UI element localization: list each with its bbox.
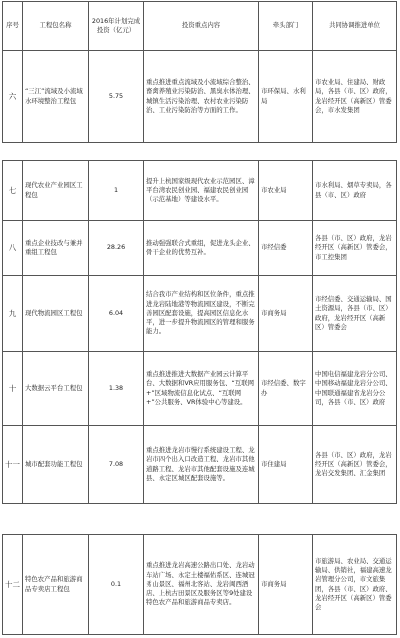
row-content: 重点推进推进大数据产业园云计算平台、大数据和VR应用服务包、“互联网+”区域物流信息化试点、“互联网+”公共服务、VR体验中心等建设。 (144, 352, 259, 426)
row-content: 结合我市产业结构和区位条件，重点推进龙岩陆地港等物流园区建设，不断完善园区配套设施，提高园区信息化水平，进一步提升物流园区的管理和服务能力。 (144, 276, 259, 352)
row-lead: 市商务局 (259, 276, 313, 352)
header-coop: 共同协调推进单位 (313, 2, 397, 51)
header-content: 投资重点内容 (144, 2, 259, 51)
table-row (3, 535, 397, 635)
header-no: 序号 (3, 2, 23, 51)
header-name: 工程包名称 (23, 2, 89, 51)
row-name: “三江”流域及小流域水环境整治工程包 (23, 51, 89, 143)
row-lead: 市环保局、水利局 (259, 51, 313, 143)
table-row (3, 276, 397, 352)
row-content: 推动强强联合式重组，促进龙头企业、骨干企业的优势互补。 (144, 221, 259, 276)
row-name: 城市配套功能工程包 (23, 426, 89, 504)
row-content: 提升上杭国家级现代农业示范园区、漳平台湾农民创业园、福建农民创业园（示范基地）等建设水平。 (144, 161, 259, 221)
row-lead: 市经信委、数字办 (259, 352, 313, 426)
row-no: 七 (3, 161, 23, 221)
row-invest: 6.04 (89, 276, 144, 352)
project-table-page-3 (2, 534, 397, 635)
table-row (3, 352, 397, 426)
row-invest: 28.26 (89, 221, 144, 276)
row-coop: 市农业局、住建局、财政局，各县（市、区）政府，龙岩经开区（高新区）管委会，市水发集团 (313, 51, 397, 143)
header-row (3, 2, 397, 51)
row-lead: 市农业局 (259, 161, 313, 221)
row-coop: 各县（市、区）政府，龙岩经开区（高新区）管委会，龙岩交发集团、汇金集团 (313, 426, 397, 504)
row-name: 现代农业产业园区工程包 (23, 161, 89, 221)
row-lead: 市商务局 (259, 535, 313, 635)
row-invest: 1.38 (89, 352, 144, 426)
row-name: 特色农产品和旅游商品专卖店工程包 (23, 535, 89, 635)
row-lead: 市经信委 (259, 221, 313, 276)
row-no: 八 (3, 221, 23, 276)
row-lead: 市住建局 (259, 426, 313, 504)
table-row (3, 426, 397, 504)
row-no: 十一 (3, 426, 23, 504)
header-invest: 2016年计划完成投资（亿元） (89, 2, 144, 51)
table-row (3, 221, 397, 276)
row-coop: 市水利局、烟草专卖局，各县（市、区）政府 (313, 161, 397, 221)
row-no: 六 (3, 51, 23, 143)
row-invest: 5.75 (89, 51, 144, 143)
table-row (3, 51, 397, 143)
project-table-continued (2, 160, 397, 504)
row-coop: 市旅游局、农业局、交通运输局、供销社，福建高速龙岩管理分公司，市文旅集团，各县（市、区）政府、龙岩经开区（高新区）管委会 (313, 535, 397, 635)
row-no: 十 (3, 352, 23, 426)
row-name: 现代物流园区工程包 (23, 276, 89, 352)
row-content: 重点推进龙岩市慢行系统建设工程、龙岩市四个出入口改造工程、龙岩市其他道路工程、龙岩市其他配套设施及连城县、永定区城区配套设施等。 (144, 426, 259, 504)
row-coop: 各县（市、区）政府，龙岩经开区（高新区）管委会，市工控集团 (313, 221, 397, 276)
project-table (2, 1, 397, 143)
row-name: 大数据云平台工程包 (23, 352, 89, 426)
row-no: 十二 (3, 535, 23, 635)
row-invest: 7.08 (89, 426, 144, 504)
table-row (3, 161, 397, 221)
row-invest: 0.1 (89, 535, 144, 635)
row-name: 重点企业技改与兼并重组工程包 (23, 221, 89, 276)
row-no: 九 (3, 276, 23, 352)
row-coop: 中国电信福建龙岩分公司、中国移动福建龙岩分公司、中国联通福建省龙岩分公司，各县（市、区）政府 (313, 352, 397, 426)
row-content: 重点推进重点流域及小流域综合整治、畜禽养殖业污染防治、黑臭水体治理、城镇生活污染治理、农村农业污染防治、工业污染防治等方面的工作。 (144, 51, 259, 143)
row-invest: 1 (89, 161, 144, 221)
row-coop: 市经信委、交通运输局、国土资源局，各县（市、区）政府，龙岩经开区（高新区）管委会 (313, 276, 397, 352)
row-content: 重点推进龙岩高速公路出口处、龙岩动车站广场、永定土楼福佑系区、连城冠豸山景区、福州北客站、龙岩闽西酒店、上杭古田景区及服务区等9处建设特色农产品和旅游商品专卖店。 (144, 535, 259, 635)
header-lead: 牵头部门 (259, 2, 313, 51)
